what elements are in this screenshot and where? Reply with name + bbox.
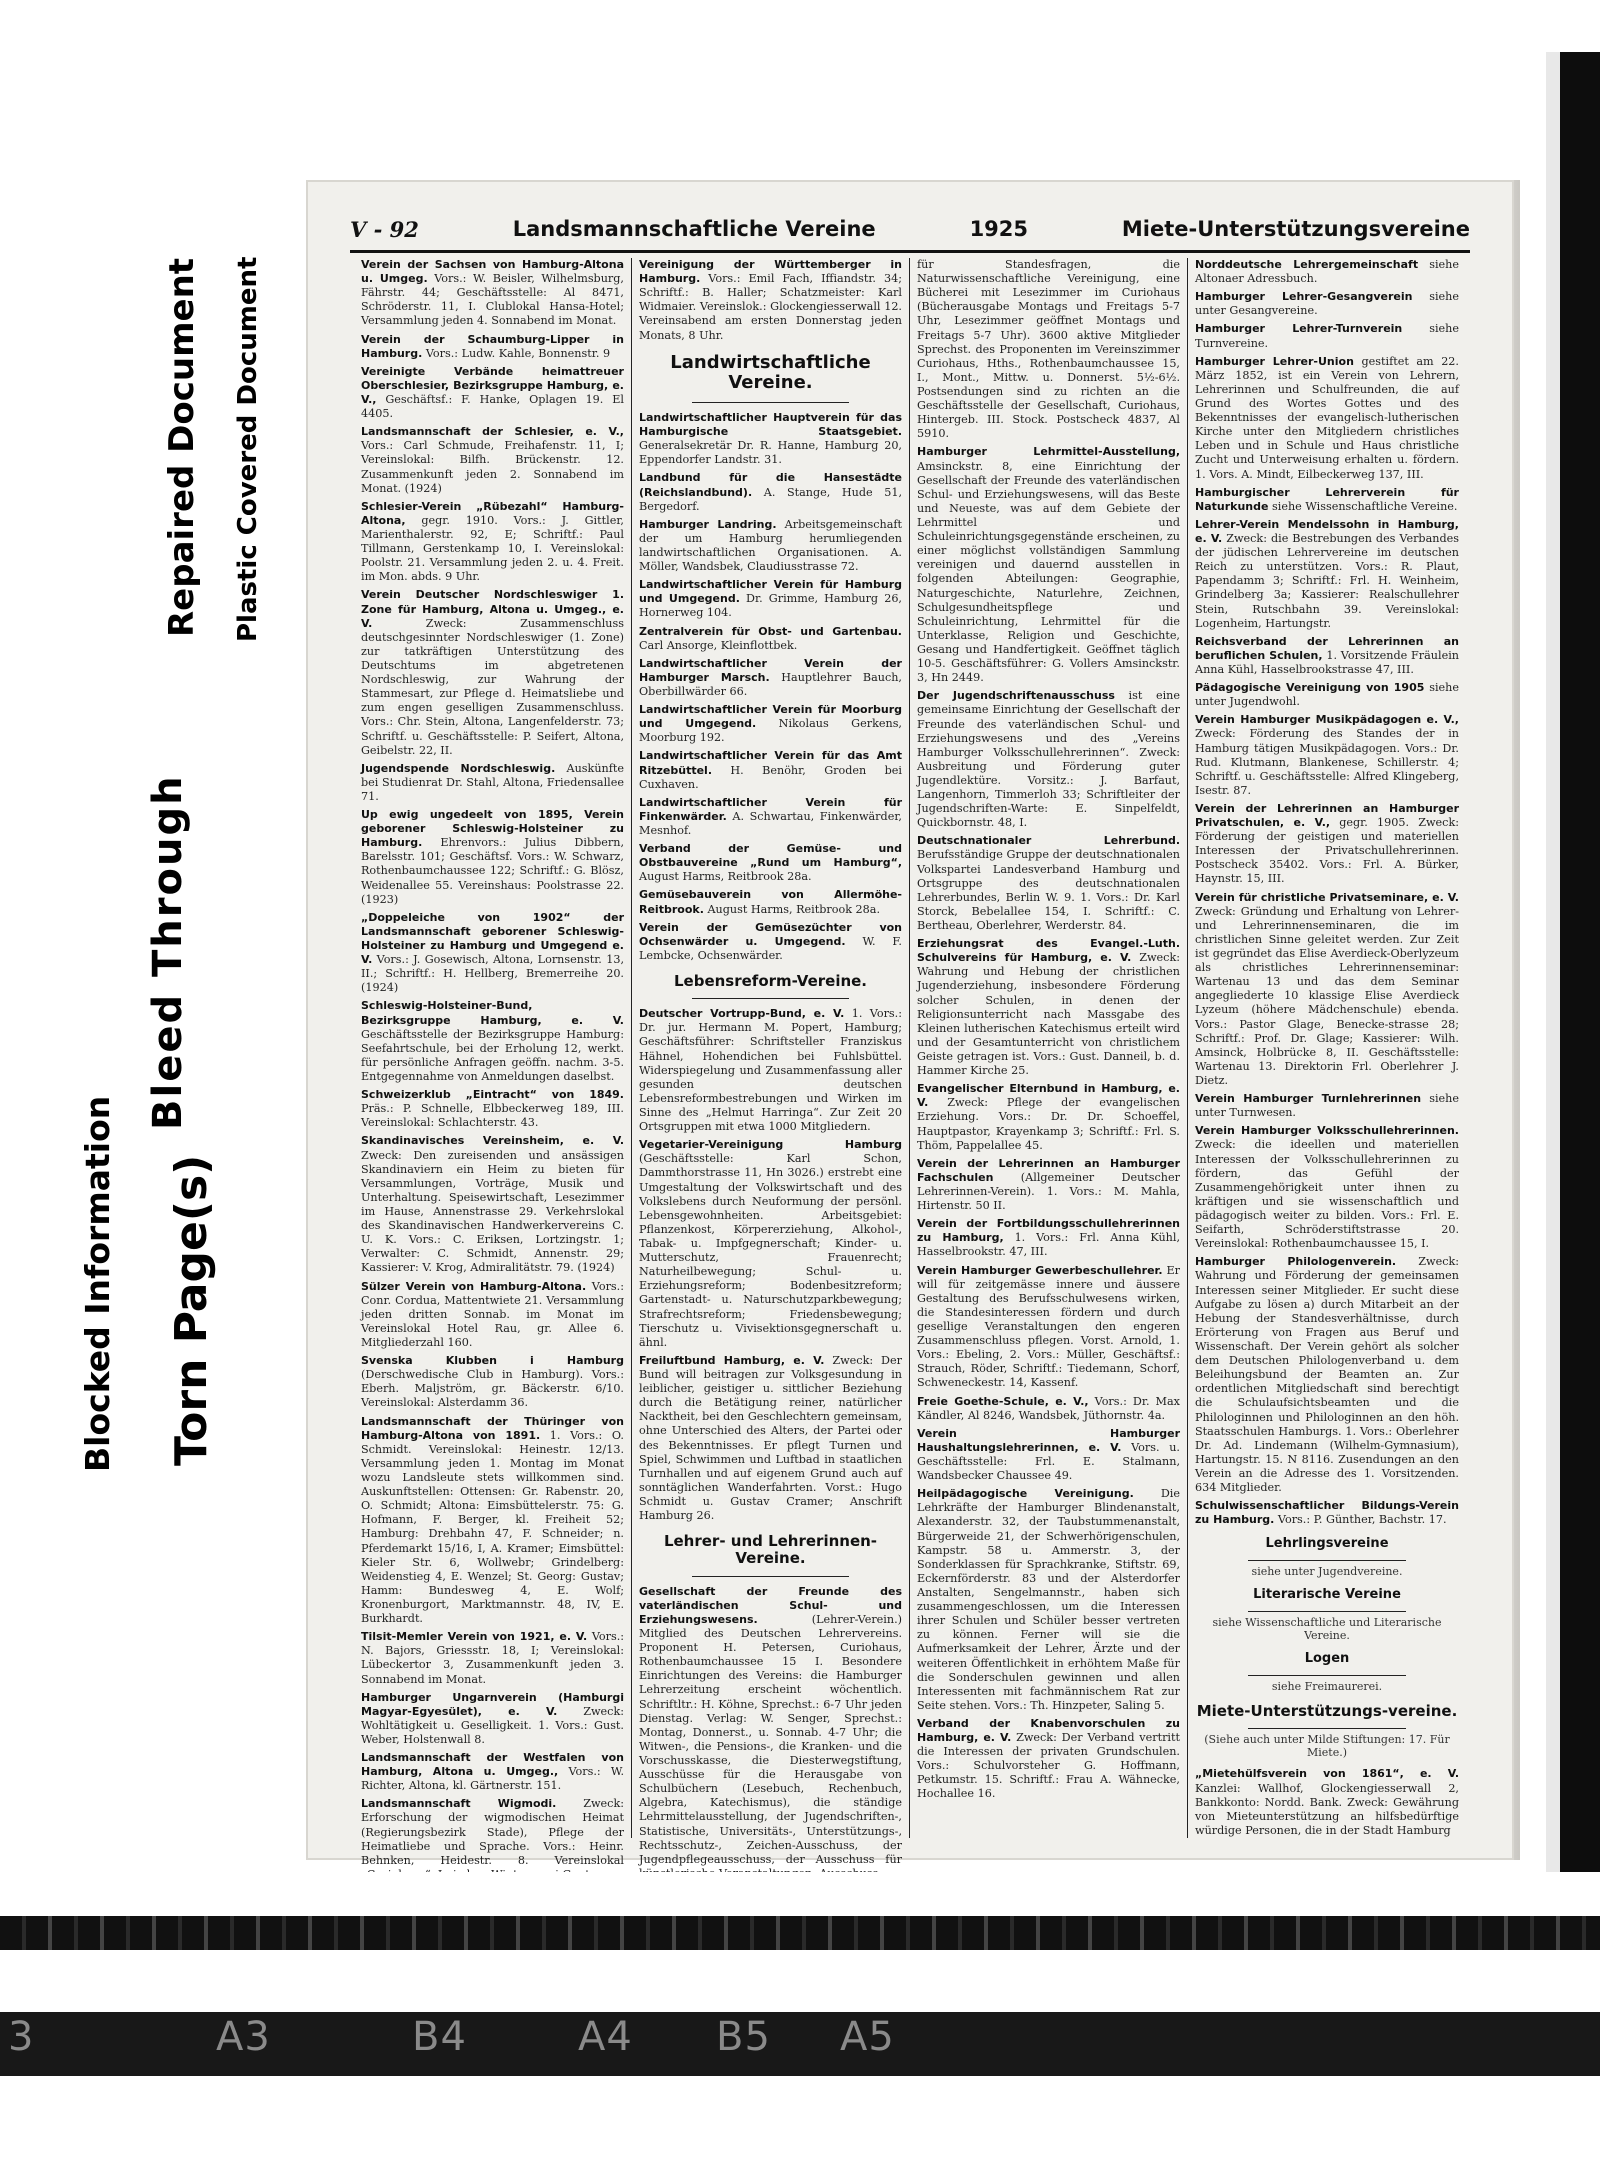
entry-title: Landsmannschaft der Westfalen von Hamburg, Altona u. Umgeg., [361,1751,624,1779]
directory-entry [917,1082,1180,1153]
entry-title: Reichsverband der Lehrerinnen an beruflichen Schulen, [1195,634,1459,662]
header-left-title: Landsmannschaftliche Vereine [512,217,876,241]
entry-title: Landwirtschaftlicher Hauptverein für das Hamburgische Staatsgebiet. [639,411,902,439]
cross-reference-note: siehe unter Jugendvereine. [1251,1565,1403,1579]
cross-reference-note: siehe Freimaurerei. [1271,1680,1383,1694]
entry-title: Hamburger Philologenverein. [1195,1255,1397,1269]
entry-body: Er will für zeitgemässe innere und äussere Gestaltung des Berufsschulwesens wirken, die Standesinteressen fördern und durch gesellige Veranstaltungen den engeren Zusammenschluss pflegen. Vorst. Arnold, 1. Vors.: Ebeling, 2. Vors.: Müller, Geschäftsf.: Strauch, Röder, Schriftf.: Tiedemann, Schorf, Schweneckestr. 14, Kassenf. [917,1263,1180,1390]
entry-body: siehe Wissenschaftliche Vereine. [1272,499,1458,513]
directory-entry [917,258,1180,441]
directory-entry [1195,486,1459,514]
entry-body: Die Lehrkräfte der Hamburger Blindenanstalt, Alexanderstr. 32, der Taubstummenanstalt, Bürgerweide 21, der Schwerhörigenschulen, Kampstr. 58 u. Ammerstr. 3, der Sonderklassen für Sprachkranke, Stiftstr. 69, Eckernförderstr. 83 und der Alsterdorfer Anstalten, Sengelmannstr., haben sich zusammengeschlossen, um die Interessen ihrer Schulen und Schüler besser vertreten zu können. Ferner will sie die Aufmerksamkeit der Lehrer, Ärzte und der weiteren Öffentlichkeit in erhöhtem Maße für die Sonderschulen gewinnen und allen Interessenten mit fachmännischem Rat zur Seite stehen. Vors.: Th. Hinzpeter, Saling 5. [917,1487,1180,1712]
section-heading: Landwirtschaftliche Vereine. [670,351,871,394]
directory-entry [639,258,902,343]
entry-body: ist eine gemeinsame Einrichtung der Gesellschaft der Freunde des vaterländischen Schul- und Erziehungswesens und des „Vereins Hamburger Volksschullehrerinnen“. Zweck: Ausbreitung und Förderung guter Jugendlektüre. Vorsitz.: J. Barfaut, Langenhorn, Timmerloh 33; Schriftleiter der Jugendschriften-Warte: E. Sinpelfeldt, Quickbornstr. 48, I. [917,689,1180,830]
entry-body: 1. Vors.: O. Schmidt. Vereinslokal: Heinestr. 12/13. Versammlung jeden 1. Montag im Monat wozu Landsleute stets willkommen sind. Auskunftstellen: Ottensen: Gr. Rabenstr. 20, O. Schmidt; Altona: Eimsbüttelerstr. 75: G. Hofmann, F. Berger, kl. Freiheit 52; Hamburg: Drehbahn 47, F. Schneider; n. Pferdemarkt 15/16, I, A. Kramer; Eimsbüttel: Kieler Str. 6, Wollwebr; Grindelberg: Weidenstieg 4, E. Wenzel; St. Georg: Gustav; Hamm: Bundesweg 4, E. Wolf; Kronenburgort, Marktmannstr. 48, IV, E. Burkhardt. [361,1428,624,1626]
entry-title: Verein der Lehrerinnen an Hamburger Privatschulen, e. V., [1195,801,1459,830]
entry-body: Zweck: Förderung des Standes der in Hamburg tätigen Musikpädagogen. Vors.: Dr. Rud. Klutmann, Blankenese, Schillerstr. 4; Schriftf. u. Geschäftsstelle: Alfred Klingeberg, Isestr. 87. [1195,727,1459,797]
entry-body: Geschäftsf.: F. Hanke, Oplagen 19. El 4405. [361,392,624,421]
entry-title: Verein Hamburger Haushaltungslehrerinnen, e. V. [917,1426,1180,1454]
directory-entry [639,1138,902,1350]
directory-entry [639,657,902,699]
entry-body: für Standesfragen, die Naturwissenschaftliche Vereinigung, eine Bücherei mit Lesezimmer im Curiohaus (Bücherausgabe Montags und Freitags 5-7 Uhr, Lesezimmer geöffnet Montags und Freitags 5-7 Uhr). 3600 aktive Mitglieder Sprechst. des Proponenten im Vereinszimmer Curiohaus, Hths., Rothenbaumchaussee 15, I., Mont., Mittw. u. Donnerst. 5½-6½. Postsendungen sind zu richten an die Geschäftsstelle der Gesellschaft, Curiohaus, Hintergeb. III. Stock. Postscheck 4837, Al 5910. [917,258,1180,441]
entry-body: Hauptlehrer Bauch, Oberbillwärder 66. [639,670,902,698]
entry-body: 1. Vors.: Dr. jur. Hermann M. Popert, Hamburg; Geschäftsführer: Schriftsteller Franziskus Hähnel, Hohendichen bei Fuhlsbüttel. Widerspiegelung und Zusammenfassung aller gesunden deutschen Lebensreformbestrebungen und Wirken im Sinne des „Helmut Harringa“. Zur Zeit 20 Ortsgruppen mit etwa 1000 Mitgliedern. [639,1007,902,1134]
directory-entry [1195,681,1459,709]
entry-title: Verein der Fortbildungsschullehrerinnen zu Hamburg, [917,1217,1180,1245]
entry-body: Dr. Grimme, Hamburg 26, Hornerweg 104. [639,592,902,620]
directory-entry [639,796,902,838]
entry-title: Der Jugendschriftenausschuss [917,689,1115,703]
directory-entry [361,1415,624,1627]
directory-entry [1195,1499,1459,1527]
section-rule [692,1576,850,1577]
directory-entry [639,749,902,791]
entry-title: Norddeutsche Lehrergemeinschaft [1195,258,1419,271]
directory-entry [1195,355,1459,482]
color-scale-bar [0,1916,1600,1950]
entry-body: Geschäftsstelle der Bezirksgruppe Hamburg: Seefahrtschule, bei der Erholung 12, werkt. für persönliche Anfragen geöffn. nachm. 3-5. Entgegennahme von Anmeldungen daselbst. [361,1027,624,1084]
directory-entry [361,1630,624,1686]
entry-body: Auskünfte bei Studienrat Dr. Stahl, Altona, Friedensallee 71. [361,761,624,803]
directory-entry [639,703,902,745]
entry-body: Zweck: Wahrung und Förderung der gemeinsamen Interessen seiner Mitglieder. Er sucht diese Aufgabe zu lösen a) durch Mitarbeit an der Hebung der Standesverhältnisse, durch Erörterung von Fragen aus Beruf und Wissenschaft. Der Verein gehört als solcher dem Deutschen Philologenverband u. dem Beleihungsbund der Beamten an. Zur ordentlichen Mitgliedschaft sind berechtigt die Schulaufsichtsbeamten und die Philologinnen und Philologinnen an den höh. Staatsschulen Hamburgs. 1. Vors.: Oberlehrer Dr. Ad. Lindemann (Wilhelm-Gymnasium), Hartungstr. 15. N 8116. Zusendungen an den Verein an die Adresse des 1. Vorsitzenden. 634 Mitglieder. [1195,1255,1460,1495]
entry-body: 1. Vorsitzende Fräulein Anna Kühl, Hasselbrookstrasse 47, III. [1195,648,1459,676]
entry-title: Landsmannschaft der Schlesier, e. V., [361,425,624,439]
entry-body: Vors.: W. Richter, Altona, kl. Gärtnerstr. 151. [361,1765,625,1793]
directory-entry [1195,713,1459,798]
entry-body: Zweck: Erforschung der wigmodischen Heimat (Regierungsbezirk Stade), Pflege der Heimatliebe und Sprache. Vors.: Heinr. Behnken, Heidestr. 8. Vereinslokal [361,1797,624,1867]
entry-body: Vors.: Dr. Max Kändler, Al 8246, Wandsbek, Jüthornstr. 4a. [917,1394,1180,1422]
entry-title: Verein der Schaumburg-Lipper in Hamburg. [361,332,624,360]
section-heading: Lebensreform-Vereine. [673,971,868,990]
cross-reference-note: (Siehe auch unter Milde Stiftungen: 17. Für Miete.) [1204,1733,1450,1760]
directory-entry [361,1691,624,1747]
entry-body: Zweck: Wahrung und Hebung der christlichen Jugenderziehung, insbesondere Förderung solcher Schulen, in denen der Religionsunterricht nach Massgabe des Kleinen lutherischen Katechismus erteilt wird und der Gesamtunterricht von christlichem Geiste getragen ist. Vors.: Gust. Danneil, b. d. Hammer Kirche 25. [917,951,1180,1078]
entry-body: 1. Vors.: Frl. Anna Kühl, Hasselbrookstr. 47, III. [917,1231,1181,1259]
section-rule [692,402,850,403]
entry-body: siehe Turnvereine. [1195,322,1459,350]
entry-body: August Harms, Reitbrook 28a. [639,870,812,884]
entry-body: (Derschwedische Club in Hamburg). Vors.: Eberh. Maljström, gr. Bäckerstr. 6/10. Vereinslokal: Alsterdamm 36. [361,1368,624,1410]
column-3 [910,258,1188,1838]
directory-entry [361,1134,624,1275]
entry-body: (Allgemeiner Deutscher Lehrerinnen-Verein). 1. Vors.: M. Mahla, Hirtenstr. 50 II. [917,1170,1180,1213]
entry-title: Evangelischer Elternbund in Hamburg, e. V. [917,1082,1180,1110]
entry-body: Zweck: die Bestrebungen des Verbandes der jüdischen Lehrervereine im deutschen Reich zu unterstützen. Vors.: R. Plaut, Papendamm 3; Schriftf.: Frl. H. Weinheim, Grindelberg 3a; Kassierer: Realschullehrer Stein, Rutschbahn 39. Vereinslokal: Logenheim, Hartungstr. [1195,531,1459,630]
entry-body: Amsinckstr. 8, eine Einrichtung der Gesellschaft der Freunde des vaterländischen Schul- und Erziehungswesens, will das Beste und Neueste, was auf dem Gebiete der Lehrmittel und Schuleinrichtungsgegenstände erscheinen, zu einer möglichst vollständigen Sammlung vereinigen und dauernd ausstellen in folgenden Abteilungen: Geographie, Naturgeschichte, Naturlehre, Zeichnen, Schulgesundheitspflege und Schuleinrichtung, Lehrmittel für die Unterklasse, Religion und Geschichte, Gesang und Handfertigkeit. Geöffnet täglich 10-5. Geschäftsführer: G. Vollers Amsinckstr. 3, Hn 2449. [917,459,1180,685]
entry-body: Vors. u. Geschäftsstelle: Frl. E. Stalmann, Wandsbecker Chaussee 49. [917,1440,1180,1483]
directory-entry [917,1427,1180,1483]
section-rule [1248,1675,1406,1676]
directory-entry [917,1217,1180,1259]
column-2 [632,258,910,1866]
entry-title: Schweizerklub „Eintracht“ von 1849. [361,1088,624,1102]
directory-entry [639,471,902,513]
entry-title: Landwirtschaftlicher Verein für Finkenwärder. [639,795,902,823]
directory-entry [639,1354,902,1523]
directory-entry [1195,1124,1459,1251]
entry-title: Schleswig-Holsteiner-Bund, Bezirksgruppe Hamburg, e. V. [361,999,624,1027]
directory-entry [361,808,624,907]
ruler-mark: B5 [716,2014,771,2060]
directory-entry [361,999,624,1084]
directory-entry [917,1487,1180,1713]
entry-title: Vegetarier-Vereinigung Hamburg [639,1138,902,1152]
label-blocked-information: Blocked Information [78,1095,117,1472]
entry-body: Zweck: Pflege der evangelischen Erziehung. Vors.: Dr. Dr. Schoeffel, Hauptpastor, Krayenkamp 3; Schriftf.: Frl. S. Thöm, Pappelallee 45. [917,1096,1180,1152]
section-heading: Literarische Vereine [1253,1587,1401,1603]
directory-entry [917,834,1180,933]
entry-body: Zweck: Der Verband vertritt die Interessen der privaten Grundschulen. Vors.: Schulvorsteher G. Hoffmann, Petkumstr. 15. Schriftf.: Frau A. Wähnecke, Hochallee 16. [917,1731,1181,1801]
entry-title: Verein der Lehrerinnen an Hamburger Fachschulen [917,1156,1180,1184]
text-columns [354,258,1466,1867]
entry-body: Vors.: Emil Fach, Iffiandstr. 34; Schriftf.: B. Haller; Schatzmeister: Karl Widmaier. Vereinslok.: Glockengiesserwall 12. Vereinsabend am ersten Donnerstag jeden Monats, 8 Uhr. [639,272,902,342]
entry-title: Jugendspende Nordschleswig. [361,761,556,775]
entry-title: Skandinavisches Vereinsheim, e. V. [361,1134,624,1148]
entry-body: Zweck: Der Bund will beitragen zur Volksgesundung in leiblicher, geistiger u. sittlicher Beziehung durch die Betätigung reiner, natürlicher Nacktheit, bei den Geschlechtern gemeinsam, ohne Unterschied des Alters, der Partei oder des Bekenntnisses. Er pflegt Turnen und Spiel, Schwimmen und Luftbad in staatlichen Turnhallen und auf eigenem Grund auch auf sonntäglichen Wanderfahrten. Vorst.: Hugo Schmidt u. Gustav Cramer; Anschrift Hamburg 26. [639,1353,902,1523]
label-plastic-covered-document: Plastic Covered Document [233,256,263,642]
entry-body: Arbeitsgemeinschaft der um Hamburg herumliegenden landwirtschaftlichen Organisationen. A. Möller, Wandsbek, Claudiusstrasse 72. [639,517,902,574]
directory-entry [361,762,624,804]
directory-entry [361,588,624,757]
ruler-mark: 3 [8,2014,35,2060]
scanner-edge-light [1546,52,1560,1872]
directory-entry [361,333,624,361]
entry-body: Vors.: Carl Schmude, Freihafenstr. 11, I; Vereinslokal: Bilfh. Brückenstr. 12. Zusammenkunft jeden 2. Sonnabend im Monat. (1924) [361,439,624,495]
scan-top-margin [0,0,1600,52]
section-heading: Miete-Unterstützungs-vereine. [1196,1702,1458,1721]
label-repaired-document: Repaired Document [162,257,202,637]
directory-entry [361,365,624,421]
directory-entry [1195,322,1459,350]
directory-entry [917,1717,1180,1802]
entry-body: Zweck: die ideellen und materiellen Interessen der Volksschullehrerinnen zu fördern, das Gefühl der Zusammengehörigkeit unter ihnen zu kräftigen und sie wissenschaftlich und pädagogisch weiter zu bilden. Vors.: Frl. E. Seifarth, Schröderstiftstrasse 20. Vereinslokal: Rothenbaumchaussee 15, I. [1195,1138,1459,1251]
entry-body: gegr. 1910. Vors.: J. Gittler, Marienthalerstr. 92, E; Schriftf.: Paul Tillmann, Gerstenkamp 10, I. Vereinslokal: Poolstr. 21. Versammlung jeden 2. u. 4. Freit. im Mon. abds. 9 Uhr. [361,513,624,584]
directory-entry [361,1280,624,1351]
entry-body: Vors.: Ludw. Kahle, Bonnenstr. 9 [425,346,611,360]
entry-title: Landsmannschaft Wigmodi. [361,1797,557,1811]
entry-title: Verband der Knabenvorschulen zu Hamburg, e. V. [917,1716,1180,1745]
entry-title: Deutschnationaler Lehrerbund. [917,834,1180,848]
section-heading: Logen [1304,1651,1350,1667]
page-header [350,212,1470,253]
entry-body: Vors.: W. Beisler, Wilhelmsburg, Fährstr. 44; Geschäftsstelle: Al 8471, Schröderstr. 11, I. Clublokal Hansa-Hotel; Versammlung jeden 4. Sonnabend im Monat. [361,272,624,328]
directory-entry [1195,891,1459,1089]
entry-title: Tilsit-Memler Verein von 1921, e. V. [361,1630,588,1644]
label-bleed-through: Bleed Through [145,774,191,1130]
entry-body: gestiftet am 22. März 1852, ist ein Verein von Lehrern, Lehrerinnen und Schulfreunden, die auf Grund des Wortes Gottes und des Bekenntnisses der evangelisch-lutherischen Kirche unter den Mitgliedern christliches Leben und in Schule und Haus christliche Zucht und Unterweisung erhalten u. fördern. 1. Vors. A. Mindt, Eilbeckerweg 137, III. [1195,354,1459,481]
ruler-mark: A4 [578,2014,633,2060]
entry-title: Schlesier-Verein „Rübezahl“ Hamburg-Altona, [361,499,624,527]
directory-entry [361,500,624,585]
directory-entry [639,625,902,653]
entry-title: Landsmannschaft der Thüringer von Hamburg-Altona von 1891. [361,1414,624,1442]
entry-body: Generalsekretär Dr. R. Hanne, Hamburg 20, Eppendorfer Landstr. 31. [639,439,902,467]
directory-entry [1195,1767,1459,1838]
entry-title: Schulwissenschaftlicher Bildungs-Verein zu Hamburg. [1195,1499,1459,1527]
entry-title: Gemüsebauverein von Allermöhe-Reitbrook. [639,888,902,916]
directory-entry [639,1007,902,1134]
entry-title: Lehrer-Verein Mendelssohn in Hamburg, e. V. [1195,517,1459,545]
entry-body: siehe unter Jugendwohl. [1195,681,1460,709]
entry-body: (Lehrer-Verein.) Mitglied des Deutschen Lehrervereins. Proponent H. Petersen, Curiohaus, Rothenbaumchaussee 15 I. Besondere Einrichtungen des Vereins: die Hamburger Lehrerzeitung erscheint wöchentlich. Schriftltr.: H. Köhne, Sprechst.: 6-7 Uhr jeden Dienstag. Verlag: W. Senger, Sprechst.: Montag, Donnerst., u. Sonnab. 4-7 Uhr; die Witwen-, die Pensions-, die Kranken- und die Vorschusskasse, die Diesterwegstiftung, Ausschüsse für die Herausgabe von Schulbüchern (Lesebuch, Rechenbuch, Algebra, Katechismus), die ständige Lehrmittelausstellung, der Jugendschriften-, Statistische, Universitäts-, Unterstützungs-, Rechtsschutz-, Zeichen-Ausschuss, der Jugendpflegeausschuss, der Ausschuss für [639,1612,902,1866]
entry-title: „Doppeleiche von 1902“ der Landsmannschaft geborener Schleswig-Holsteiner zu Hamburg und Umgegend e. V. [361,910,624,967]
directory-entry [1195,802,1459,887]
entry-body: Vors.: J. Gosewisch, Altona, Lornsenstr. 13, II.; Schriftf.: H. Hellberg, Bremerreihe 20. (1924) [361,953,625,995]
entry-title: „Mietehülfsverein von 1861“, e. V. [1195,1767,1459,1781]
directory-entry [361,1088,624,1130]
page-number: V - 92 [350,216,419,242]
entry-title: Verein der Gemüsezüchter von Ochsenwärder u. Umgegend. [639,920,902,948]
entry-body: Ehrenvors.: Julius Dibbern, Barelsstr. 101; Geschäftsf. Vors.: W. Schwarz, Rothenbaumchaussee 122; Schriftf.: G. Blösz, Weidenallee 55. Vereinshaus: Poolstrasse 22. (1923) [361,836,624,906]
entry-title: Landwirtschaftlicher Verein der Hamburger Marsch. [639,656,902,684]
entry-body: Vors.: P. Günther, Bachstr. 17. [1277,1513,1447,1527]
entry-title: Verein Hamburger Musikpädagogen e. V., [1195,713,1459,727]
section-heading: Lehrer- und Lehrerinnen-Vereine. [663,1532,878,1568]
directory-entry [1195,1092,1459,1120]
entry-body: gegr. 1905. Zweck: Förderung der geistigen und materiellen Interessen der Privatschullehrerinnen. Postscheck 35402. Vors.: Frl. A. Bürker, Haynstr. 15, III. [1195,816,1459,886]
entry-body: Präs.: P. Schnelle, Elbbeckerweg 189, III. Vereinslokal: Schlachterstr. 43. [361,1102,624,1130]
directory-entry [917,1395,1180,1423]
directory-entry [639,921,902,963]
ruler-mark: A3 [216,2014,271,2060]
section-rule [1248,1560,1406,1561]
directory-entry [917,937,1180,1078]
entry-title: Verein Hamburger Gewerbeschullehrer. [917,1263,1163,1277]
entry-body: Nikolaus Gerkens, Moorburg 192. [639,717,902,745]
entry-body: W. F. Lembcke, Ochsenwärder. [639,934,902,962]
entry-body: Zweck: Wohltätigkeit u. Geselligkeit. 1. Vors.: Gust. Weber, Holstenwall 8. [361,1704,624,1746]
entry-title: Verein Hamburger Volksschullehrerinnen. [1195,1124,1459,1138]
entry-title: Verein für christliche Privatseminare, e. V. [1195,890,1459,904]
ruler-mark: A5 [840,2014,895,2060]
section-rule [1248,1728,1406,1729]
entry-body: August Harms, Reitbrook 28a. [707,902,881,916]
directory-entry [917,1157,1180,1213]
entry-body: Zweck: Zusammenschluss deutschgesinnter Nordschleswiger (1. Zone) zur tatkräftigen Unterstützung des Deutschtums im abgetretenen Nordschleswig, zur Wahrung der Stammesart, zur Pflege d. Heimatsliebe und zum engen geselligen Zusammenschluss. Vors.: Chr. Stein, Altona, Langenfelderstr. 73; Schriftf. u. Geschäftsstelle: P. Seifert, Altona, Geibelstr. 22, II. [361,616,624,757]
entry-body: Berufsständige Gruppe der deutschnationalen Volkspartei Landesverband Hamburg und Ortsgruppe des deutschnationalen Lehrerbundes, Berlin W. 9. 1. Vors.: Dr. Karl Storck, Bebelallee 154, I. Schriftf.: C. Bertheau, Oberlehrer, Werderstr. 84. [917,848,1180,933]
directory-entry [1195,518,1459,631]
entry-title: Sülzer Verein von Hamburg-Altona. [361,1279,587,1293]
directory-entry [917,445,1180,685]
entry-title: Gesellschaft der Freunde des vaterländischen Schul- und Erziehungswesens. [639,1584,902,1626]
directory-entry [1195,258,1459,286]
entry-title: Freie Goethe-Schule, e. V., [917,1394,1089,1408]
entry-title: Svenska Klubben i Hamburg [361,1354,624,1368]
entry-title: Hamburger Lehrer-Gesangverein [1195,290,1413,304]
entry-body: (Geschäftsstelle: Karl Schon, Dammthorstrasse 11, Hn 3026.) erstrebt eine Umgestaltung der Volkswirtschaft und des Volkslebens durch Neuformung der persönl. Lebensgewohnheiten. Arbeitsgebiet: Pflanzenkost, Körpererziehung, Alkohol-, Tabak- u. Impfgegnerschaft; Kinder- u. Mutterschutz, Frauenrecht; Naturheilbewegung; Schul- u. Erziehungsreform; Bodenbesitzreform; Gartenstadt- u. Naturschutzparkbewegung; Strafrechtsreform; Friedensbewegung; Tierschutz u. Vivisektionsgegnerschaft u. ähnl. [639,1152,902,1349]
column-4 [1188,258,1466,1838]
entry-title: Hamburgischer Lehrerverein für Naturkunde [1195,485,1459,513]
directory-entry [361,1751,624,1793]
entry-title: Erziehungsrat des Evangel.-Luth. Schulvereins für Hamburg, e. V. [917,937,1180,965]
entry-title: Verband der Gemüse- und Obstbauvereine „Rund um Hamburg“, [639,842,902,870]
entry-body: Vors.: N. Bajors, Griessstr. 18, I; Vereinslokal: Lübeckertor 3, Zusammenkunft jeden 3. Sonnabend im Monat. [361,1630,625,1686]
directory-entry [639,888,902,916]
column-1 [354,258,632,1867]
entry-title: Deutscher Vortrupp-Bund, e. V. [639,1007,845,1021]
entry-title: Up ewig ungedeelt von 1895, Verein geborener Schleswig-Holsteiner zu Hamburg. [361,808,624,850]
directory-entry [361,911,624,996]
entry-body: siehe unter Gesangvereine. [1195,290,1459,318]
entry-title: Hamburger Landring. [639,517,777,531]
directory-entry [361,425,624,496]
entry-title: Hamburger Lehrer-Turnverein [1195,322,1403,336]
header-right-title: Miete-Unterstützungsvereine [1121,217,1470,241]
directory-entry [639,842,902,884]
entry-body: A. Stange, Hude 51, Bergedorf. [639,485,902,513]
entry-title: Hamburger Ungarnverein (Hamburgi Magyar-Egyesület), e. V. [361,1690,624,1718]
entry-body: A. Schwartau, Finkenwärder, Mesnhof. [639,809,902,837]
scanner-edge-dark [1560,52,1600,1872]
entry-title: Landbund für die Hansestädte (Reichslandbund). [639,471,902,499]
directory-entry [639,411,902,467]
directory-entry [1195,290,1459,318]
section-heading: Lehrlingsvereine [1265,1536,1389,1552]
directory-entry [1195,635,1459,677]
entry-title: Verein der Sachsen von Hamburg-Altona u. Umgeg. [361,258,624,286]
directory-entry [1195,1255,1459,1495]
directory-entry [361,258,624,329]
directory-entry [917,689,1180,830]
entry-body: siehe unter Turnwesen. [1195,1092,1459,1120]
section-rule [1248,1611,1406,1612]
directory-page [306,180,1514,1867]
cross-reference-note: siehe Wissenschaftliche und Literarische Vereine. [1212,1616,1442,1643]
directory-entry [917,1264,1180,1391]
ruler-mark: B4 [412,2014,467,2060]
entry-body: H. Benöhr, Groden bei Cuxhaven. [639,763,902,791]
entry-body: siehe Altonaer Adressbuch. [1195,258,1460,286]
entry-body: Zweck: Gründung und Erhaltung von Lehrer- und Lehrerinnenseminaren, die im christlichen Sinne geleitet werden. Zur Zeit ist gegründet das Elise Averdieck-Oberlyzeum als christliches Lehrerinnenseminar: Wartenau 13 und das dem Seminar angegliederte 10 klassige Elise Averdieck Lyzeum (höhere Mädchenschule) ebenda. Vors.: Pastor Glage, Benecke-strasse 28; Schriftf.: Prof. Dr. Glage; Kassierer: Wilh. Amsinck, Holbrücke 8, II. Geschäftsstelle: Wartenau 13. Direktorin Frl. Oberlehrer J. Dietz. [1195,904,1459,1088]
directory-entry [639,578,902,620]
directory-entry [361,1797,624,1882]
entry-title: Landwirtschaftlicher Verein für Moorburg und Umgegend. [639,703,902,731]
entry-body: Vors.: Conr. Cordua, Mattentwiete 21. Versammlung jeden dritten Sonnab. im Monat im Vereinslokal Hotel Rau, gr. Allee 6. Mitgliederzahl 160. [361,1279,624,1349]
entry-title: Heilpädagogische Vereinigung. [917,1487,1134,1501]
entry-title: Verein Deutscher Nordschleswiger 1. Zone für Hamburg, Altona u. Umgeg., e. V. [361,588,624,630]
entry-title: Vereinigte Verbände heimattreuer Oberschlesier, Bezirksgruppe Hamburg, e. V., [361,364,624,406]
directory-entry [361,1354,624,1410]
header-year: 1925 [969,217,1029,241]
label-torn-pages: Torn Page(s) [166,1154,217,1466]
entry-title: Vereinigung der Württemberger in Hamburg. [639,258,902,286]
entry-title: Verein Hamburger Turnlehrerinnen [1195,1092,1422,1106]
entry-title: Hamburger Lehrer-Union [1195,354,1354,368]
section-rule [692,998,850,999]
entry-body: Zweck: Den zureisenden und ansässigen Skandinaviern ein Heim zu bieten für Versammlungen, Vorträge, Musik und Unterhaltung. Speisewirtschaft, Lesezimmer im Hause, Annenstrasse 29. Verkehrslokal des Skandinavischen Handwerkervereins C. U. K. Vors.: C. Eriksen, Lortzingstr. 1; Verwalter: C. Schmidt, Annenstr. 29; Kassierer: V. Krog, Admiralitätstr. 79. (1924) [361,1148,624,1275]
entry-title: Freiluftbund Hamburg, e. V. [639,1353,825,1367]
entry-title: Pädagogische Vereinigung von 1905 [1195,681,1425,695]
entry-title: Hamburger Lehrmittel-Ausstellung, [917,445,1180,459]
entry-title: Landwirtschaftlicher Verein für Hamburg und Umgegend. [639,578,902,606]
entry-title: Landwirtschaftlicher Verein für das Amt Ritzebüttel. [639,749,902,777]
directory-entry [639,518,902,574]
entry-title: Zentralverein für Obst- und Gartenbau. [639,624,902,638]
entry-body: Kanzlei: Wallhof, Glockengiesserwall 2, Bankkonto: Nordd. Bank. Zweck: Gewährung von Mieteunterstützung an hilfsbedürftige würdige Personen, die in der Stadt Hamburg [1195,1781,1459,1837]
directory-entry [639,1585,902,1881]
entry-body: Carl Ansorge, Kleinflottbek. [639,638,798,652]
